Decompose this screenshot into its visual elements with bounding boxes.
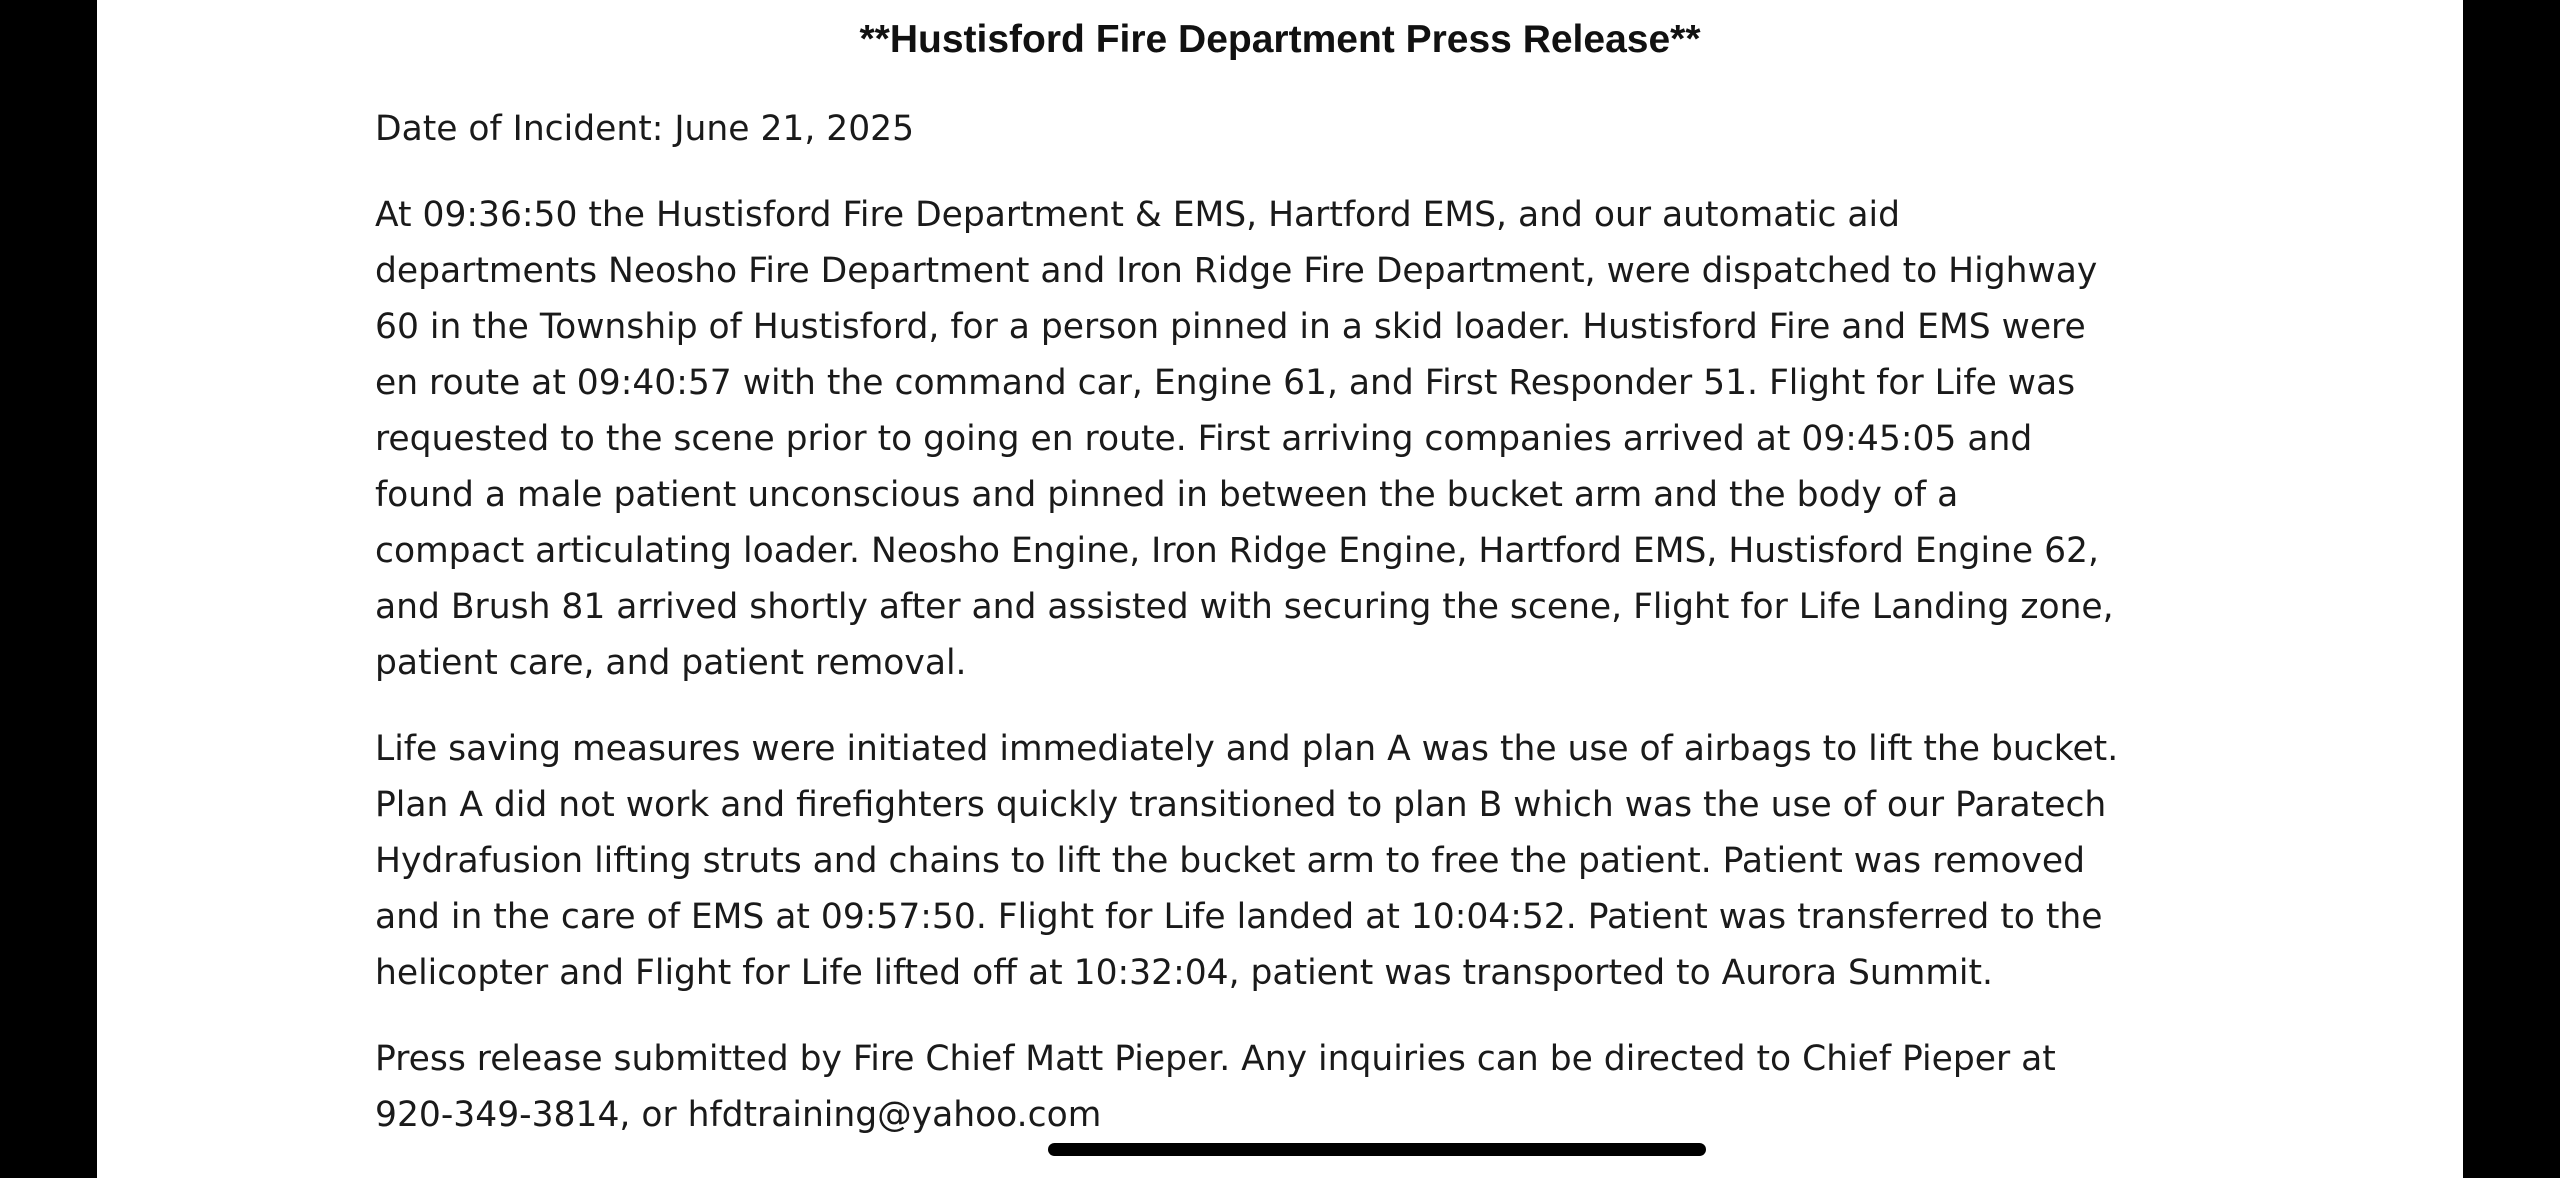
text-line: en route at 09:40:57 with the command car, Engine 61, and First Responder 51. Flight for Life was [375, 363, 2076, 403]
document-page [97, 0, 2463, 1178]
press-release-title: **Hustisford Fire Department Press Release** [859, 18, 1701, 61]
contact-line[interactable]: 920-349-3814, or hfdtraining@yahoo.com [375, 1095, 1102, 1135]
text-line: Hydrafusion lifting struts and chains to lift the bucket arm to free the patient. Patient was removed [375, 841, 2085, 881]
text-line: departments Neosho Fire Department and Iron Ridge Fire Department, were dispatched to Highway [375, 251, 2098, 291]
paragraph-contact [375, 1031, 2295, 1143]
text-line: found a male patient unconscious and pinned in between the bucket arm and the body of a [375, 475, 1959, 515]
home-indicator-bar[interactable] [1048, 1143, 1706, 1156]
text-line: Life saving measures were initiated immediately and plan A was the use of airbags to lift the bucket. [375, 729, 2119, 769]
paragraph-dispatch [375, 187, 2295, 691]
incident-date: Date of Incident: June 21, 2025 [375, 109, 915, 149]
text-line: requested to the scene prior to going en route. First arriving companies arrived at 09:45:05 and [375, 419, 2033, 459]
text-line: 60 in the Township of Hustisford, for a person pinned in a skid loader. Hustisford Fire and EMS were [375, 307, 2086, 347]
text-line: and Brush 81 arrived shortly after and assisted with securing the scene, Flight for Life Landing zone, [375, 587, 2114, 627]
paragraph-rescue [375, 721, 2295, 1001]
text-line: Plan A did not work and firefighters quickly transitioned to plan B which was the use of our Paratech [375, 785, 2107, 825]
text-line: At 09:36:50 the Hustisford Fire Department & EMS, Hartford EMS, and our automatic aid [375, 195, 1901, 235]
text-line: compact articulating loader. Neosho Engine, Iron Ridge Engine, Hartford EMS, Hustisford Engine 62, [375, 531, 2099, 571]
text-line: helicopter and Flight for Life lifted off at 10:32:04, patient was transported to Aurora Summit. [375, 953, 1994, 993]
text-line: Press release submitted by Fire Chief Matt Pieper. Any inquiries can be directed to Chief Pieper at [375, 1039, 2056, 1079]
text-line: patient care, and patient removal. [375, 643, 967, 683]
text-line: and in the care of EMS at 09:57:50. Flight for Life landed at 10:04:52. Patient was transferred to the [375, 897, 2103, 937]
document-body [375, 101, 2295, 1143]
